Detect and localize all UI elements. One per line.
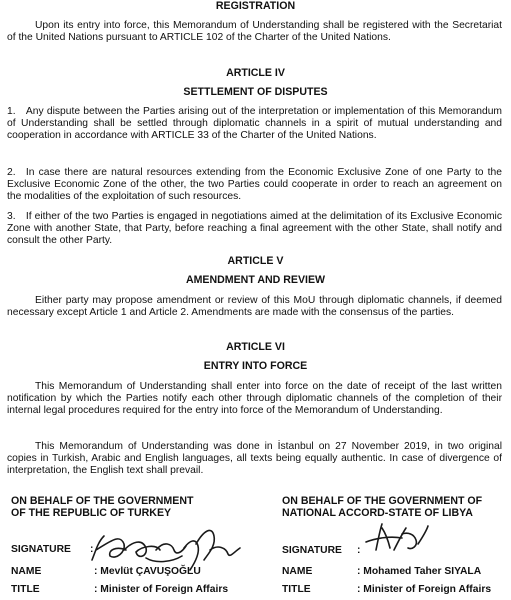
article-5-heading: ARTICLE V xyxy=(227,255,284,267)
turkey-title-label: TITLE xyxy=(11,584,40,595)
libya-title-value: : Minister of Foreign Affairs xyxy=(357,584,492,595)
libya-signature-label: SIGNATURE xyxy=(282,545,342,556)
turkey-title-value: : Minister of Foreign Affairs xyxy=(94,584,229,595)
turkey-name-label: NAME xyxy=(11,566,42,577)
turkey-signature-icon xyxy=(86,520,246,572)
turkey-signature-label: SIGNATURE xyxy=(11,544,71,555)
article-4-paragraph-3: 3. If either of the two Parties is engaged in negotiations aimed at the delimitation of its Exclusive Economic Zone with another State, that Party, before reaching a final agreement with the other State, shall notify and consult the other Party. xyxy=(7,211,502,246)
libya-behalf-heading: ON BEHALF OF THE GOVERNMENT OF NATIONAL ACCORD-STATE OF LIBYA xyxy=(282,495,483,519)
article-4-heading: ARTICLE IV xyxy=(226,67,285,79)
article-5-subheading: AMENDMENT AND REVIEW xyxy=(185,274,326,286)
registration-text: Upon its entry into force, this Memorandum of Understanding shall be registered with the Secretariat of the United Nations pursuant to ARTICLE 102 of the Charter of the United Nations. xyxy=(7,20,502,43)
article-6-paragraph-2: This Memorandum of Understanding was done in İstanbul on 27 November 2019, in two original copies in Turkish, Arabic and English languages, all texts being equally authentic. In case of divergence of interpretation, the English text shall prevail. xyxy=(7,441,502,476)
turkey-behalf-heading: ON BEHALF OF THE GOVERNMENT OF THE REPUBLIC OF TURKEY xyxy=(11,495,194,519)
article-4-paragraph-2: 2. In case there are natural resources extending from the Economic Exclusive Zone of one Party to the Exclusive Economic Zone of the other, the two Parties could cooperate in order to reach an agreement on the modalities of the exploitation of such resources. xyxy=(7,167,502,202)
article-4-paragraph-1: 1. Any dispute between the Parties arising out of the interpretation or implementation of this Memorandum of Understanding shall be settled through diplomatic channels in a spirit of mutual understanding and cooperation in accordance with ARTICLE 33 of the Charter of the United Nations. xyxy=(7,106,502,141)
libya-signature-icon xyxy=(362,520,442,556)
libya-name-value: : Mohamed Taher SIYALA xyxy=(357,566,482,577)
article-6-paragraph-1: This Memorandum of Understanding shall enter into force on the date of receipt of the last written notification by which the Parties notify each other through diplomatic channels of the completion of their internal legal procedures required for the entry into force of the Memorandum of Understanding. xyxy=(7,381,502,416)
libya-title-label: TITLE xyxy=(282,584,311,595)
libya-signature-colon: : xyxy=(357,545,361,556)
turkey-signature-colon: : xyxy=(90,544,94,555)
libya-name-label: NAME xyxy=(282,566,313,577)
article-5-text: Either party may propose amendment or review of this MoU through diplomatic channels, if deemed necessary except Article 1 and Article 2. Amendments are made with the consensus of the parties. xyxy=(7,295,502,318)
registration-heading: REGISTRATION xyxy=(215,0,296,12)
article-6-subheading: ENTRY INTO FORCE xyxy=(203,360,308,372)
article-6-heading: ARTICLE VI xyxy=(226,341,285,353)
article-4-subheading: SETTLEMENT OF DISPUTES xyxy=(183,86,328,98)
turkey-name-value: : Mevlüt ÇAVUŞOĞLU xyxy=(94,566,201,577)
